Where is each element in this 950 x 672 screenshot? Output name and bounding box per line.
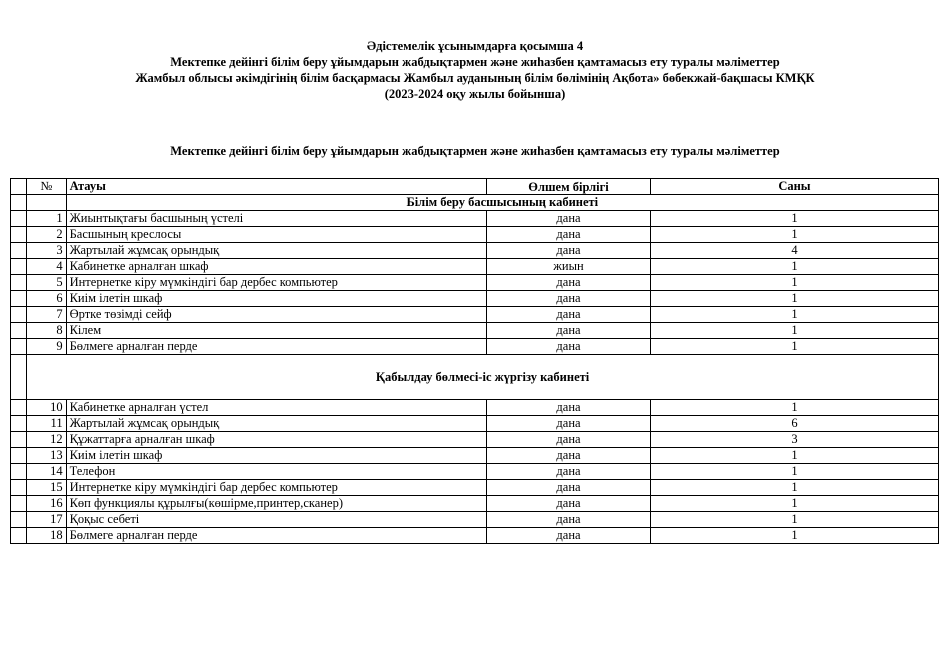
row-name: Бөлмеге арналған перде <box>66 528 487 544</box>
row-qty: 3 <box>650 432 938 448</box>
row-number: 8 <box>27 323 66 339</box>
spacer-cell <box>11 307 27 323</box>
spacer-cell <box>11 291 27 307</box>
spacer-cell <box>11 195 27 211</box>
spacer-cell <box>11 528 27 544</box>
row-number: 3 <box>27 243 66 259</box>
row-unit: дана <box>487 496 651 512</box>
section-title: Қабылдау бөлмесі-іс жүргізу кабинеті <box>27 355 939 400</box>
row-unit: дана <box>487 243 651 259</box>
table-row <box>11 480 939 496</box>
row-qty: 1 <box>650 259 938 275</box>
row-qty: 1 <box>650 464 938 480</box>
row-name: Басшының креслосы <box>66 227 487 243</box>
row-name: Жартылай жұмсақ орындық <box>66 416 487 432</box>
row-name: Кабинетке арналған шкаф <box>66 259 487 275</box>
header-line-4: (2023-2024 оқу жылы бойынша) <box>384 87 566 101</box>
table-row <box>11 211 939 227</box>
row-unit: дана <box>487 528 651 544</box>
spacer-cell <box>11 259 27 275</box>
header-unit: Өлшем бірлігі <box>487 179 651 195</box>
row-unit: дана <box>487 432 651 448</box>
table-row <box>11 416 939 432</box>
spacer-cell <box>11 179 27 195</box>
row-qty: 1 <box>650 339 938 355</box>
row-unit: дана <box>487 480 651 496</box>
row-number: 6 <box>27 291 66 307</box>
spacer-cell <box>11 227 27 243</box>
row-qty: 1 <box>650 448 938 464</box>
row-unit: дана <box>487 211 651 227</box>
table-row <box>11 496 939 512</box>
spacer-cell <box>11 211 27 227</box>
table-row <box>11 291 939 307</box>
row-name: Жартылай жұмсақ орындық <box>66 243 487 259</box>
spacer-cell <box>11 323 27 339</box>
spacer-cell <box>11 480 27 496</box>
row-number: 11 <box>27 416 66 432</box>
row-unit: дана <box>487 339 651 355</box>
table-row <box>11 275 939 291</box>
header-qty: Саны <box>650 179 938 195</box>
row-name: Өртке төзімді сейф <box>66 307 487 323</box>
row-number: 12 <box>27 432 66 448</box>
row-name: Құжаттарға арналған шкаф <box>66 432 487 448</box>
row-number: 14 <box>27 464 66 480</box>
row-unit: дана <box>487 464 651 480</box>
row-qty: 1 <box>650 291 938 307</box>
row-number: 17 <box>27 512 66 528</box>
spacer-cell <box>11 448 27 464</box>
spacer-cell <box>11 400 27 416</box>
row-qty: 1 <box>650 496 938 512</box>
row-unit: дана <box>487 307 651 323</box>
row-number: 2 <box>27 227 66 243</box>
row-qty: 1 <box>650 480 938 496</box>
row-qty: 1 <box>650 400 938 416</box>
row-unit: дана <box>487 227 651 243</box>
table-title: Мектепке дейінгі білім беру ұйымдарын жабдықтармен және жиһазбен қамтамасыз ету туралы мәліметтер <box>170 144 780 158</box>
row-number: 16 <box>27 496 66 512</box>
table-row <box>11 448 939 464</box>
header-line-3: Жамбыл облысы әкімдігінің білім басқармасы Жамбыл ауданының білім бөлімінің Ақбота» бөбекжай-бақшасы КМҚК <box>135 71 815 85</box>
row-name: Кілем <box>66 323 487 339</box>
equipment-table <box>10 178 939 544</box>
row-number: 1 <box>27 211 66 227</box>
table-row <box>11 259 939 275</box>
row-unit: дана <box>487 416 651 432</box>
header-name: Атауы <box>66 179 487 195</box>
row-number: 10 <box>27 400 66 416</box>
spacer-cell <box>11 512 27 528</box>
row-number: 15 <box>27 480 66 496</box>
table-row <box>11 339 939 355</box>
table-row <box>11 464 939 480</box>
row-name: Киім ілетін шкаф <box>66 291 487 307</box>
row-number: 18 <box>27 528 66 544</box>
row-name: Кабинетке арналған үстел <box>66 400 487 416</box>
row-name: Телефон <box>66 464 487 480</box>
spacer-cell <box>11 355 27 400</box>
section-row <box>11 195 939 211</box>
table-row <box>11 227 939 243</box>
row-qty: 1 <box>650 323 938 339</box>
row-qty: 1 <box>650 307 938 323</box>
table-row <box>11 528 939 544</box>
row-name: Бөлмеге арналған перде <box>66 339 487 355</box>
spacer-cell <box>11 496 27 512</box>
row-unit: дана <box>487 275 651 291</box>
row-name: Интернетке кіру мүмкіндігі бар дербес компьютер <box>66 480 487 496</box>
row-unit: дана <box>487 448 651 464</box>
table-row <box>11 400 939 416</box>
row-qty: 1 <box>650 227 938 243</box>
section-row <box>11 355 939 400</box>
row-number: 4 <box>27 259 66 275</box>
row-unit: дана <box>487 323 651 339</box>
spacer-cell <box>11 275 27 291</box>
row-unit: дана <box>487 512 651 528</box>
section-num-cell <box>27 195 66 211</box>
section-title: Білім беру басшысының кабинеті <box>66 195 938 211</box>
row-name: Қоқыс себеті <box>66 512 487 528</box>
row-name: Киім ілетін шкаф <box>66 448 487 464</box>
row-number: 13 <box>27 448 66 464</box>
row-qty: 4 <box>650 243 938 259</box>
spacer-cell <box>11 339 27 355</box>
row-qty: 1 <box>650 211 938 227</box>
header-num: № <box>27 179 66 195</box>
header-line-1: Әдістемелік ұсынымдарға қосымша 4 <box>366 39 584 53</box>
row-qty: 1 <box>650 275 938 291</box>
row-number: 5 <box>27 275 66 291</box>
spacer-cell <box>11 243 27 259</box>
row-unit: дана <box>487 400 651 416</box>
row-qty: 1 <box>650 528 938 544</box>
row-unit: жиын <box>487 259 651 275</box>
table-row <box>11 307 939 323</box>
row-name: Көп функциялы құрылғы(көшірме,принтер,сканер) <box>66 496 487 512</box>
table-header-row <box>11 179 939 195</box>
row-number: 9 <box>27 339 66 355</box>
table-row <box>11 512 939 528</box>
row-qty: 6 <box>650 416 938 432</box>
table-row <box>11 432 939 448</box>
row-qty: 1 <box>650 512 938 528</box>
table-row <box>11 323 939 339</box>
row-unit: дана <box>487 291 651 307</box>
spacer-cell <box>11 416 27 432</box>
table-row <box>11 243 939 259</box>
row-number: 7 <box>27 307 66 323</box>
row-name: Жиынтықтағы басшының үстелі <box>66 211 487 227</box>
spacer-cell <box>11 432 27 448</box>
spacer-cell <box>11 464 27 480</box>
header-line-2: Мектепке дейінгі білім беру ұйымдарын жабдықтармен және жиһазбен қамтамасыз ету туралы мәліметтер <box>170 55 780 69</box>
row-name: Интернетке кіру мүмкіндігі бар дербес компьютер <box>66 275 487 291</box>
